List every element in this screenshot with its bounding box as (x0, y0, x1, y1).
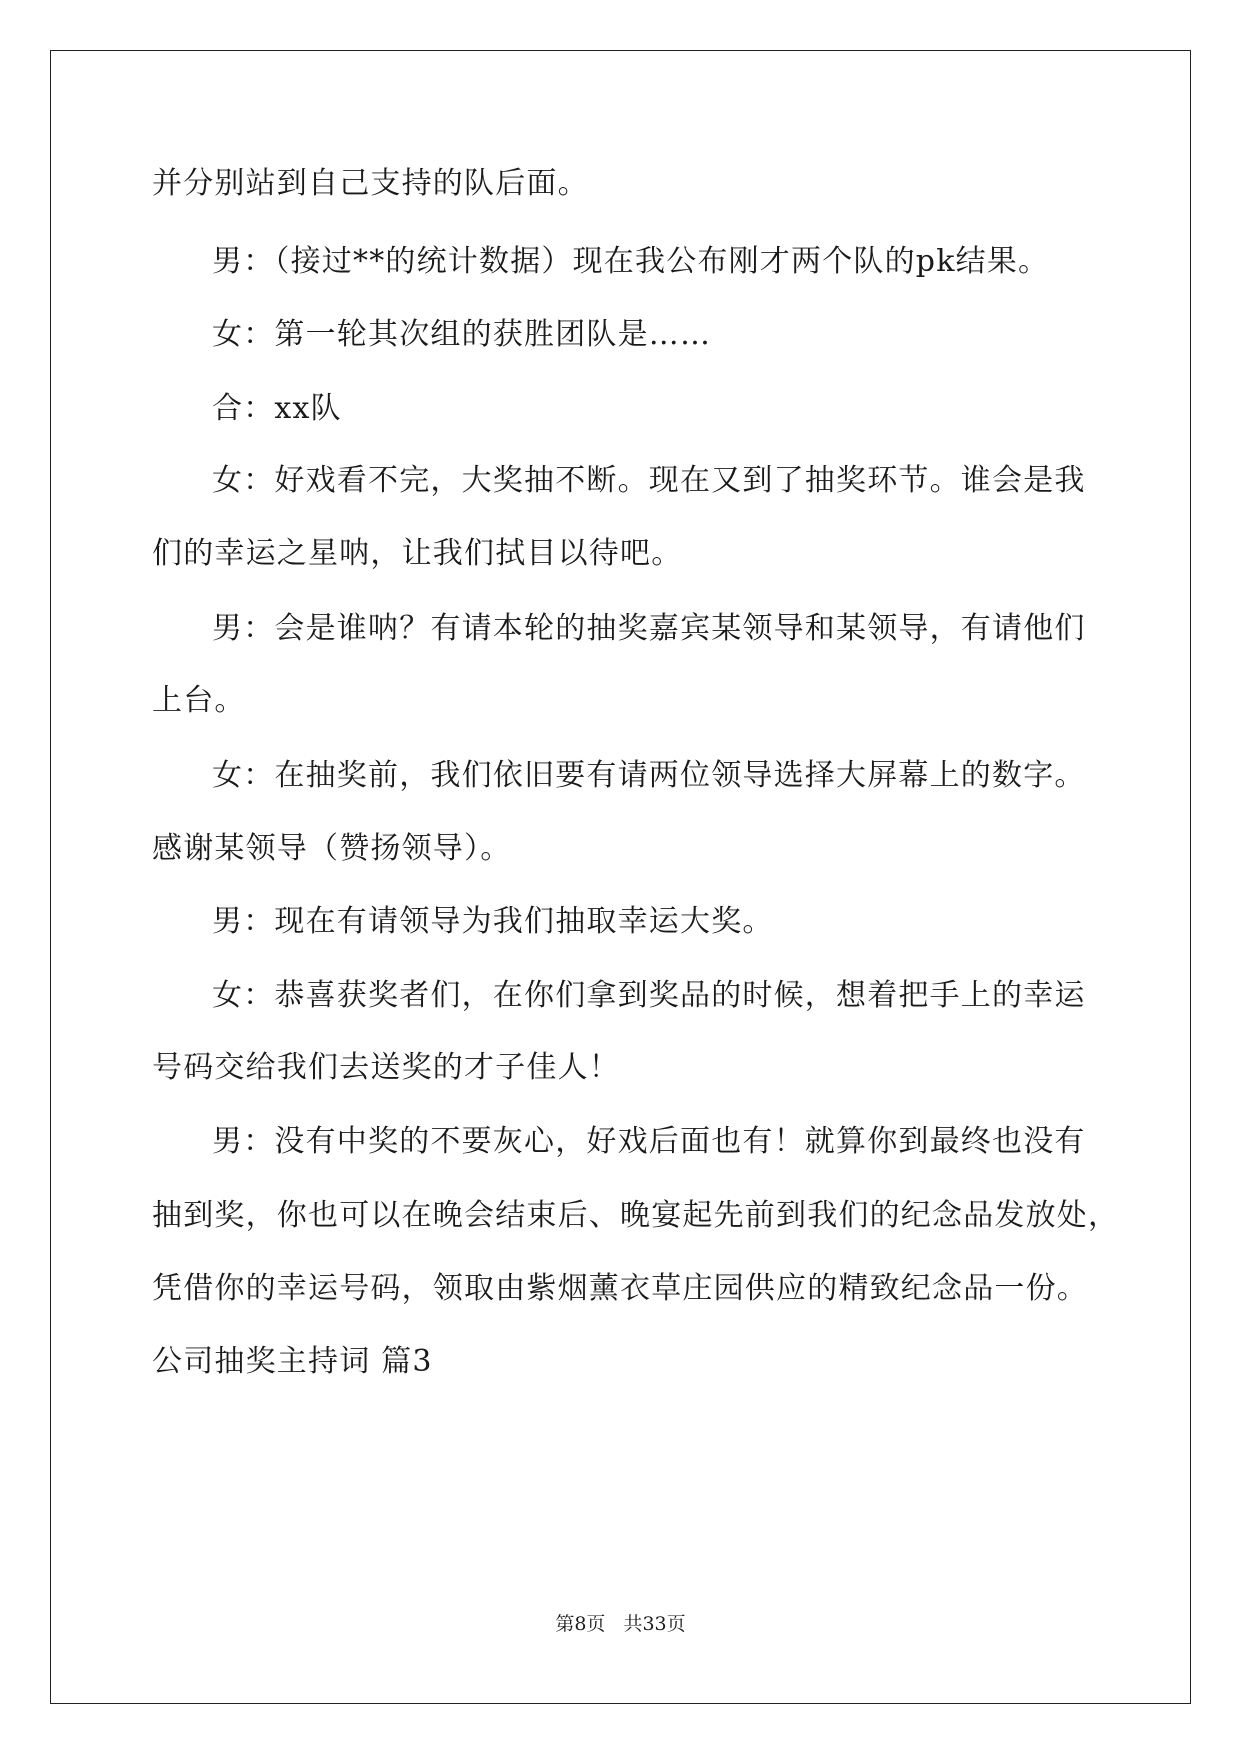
page-number: 第8页 (555, 1613, 606, 1635)
section-heading: 公司抽奖主持词 篇3 (152, 1344, 433, 1379)
text-line: 合：xx队 (212, 391, 342, 426)
page-total: 共33页 (623, 1613, 686, 1635)
text-line: 抽到奖，你也可以在晚会结束后、晚宴起先前到我们的纪念品发放处， (152, 1198, 1120, 1233)
text-line: 们的幸运之星呐，让我们拭目以待吧。 (152, 536, 683, 571)
text-line: 男：会是谁呐？有请本轮的抽奖嘉宾某领导和某领导，有请他们 (212, 611, 1086, 646)
text-line: 女：恭喜获奖者们，在你们拿到奖品的时候，想着把手上的幸运 (212, 978, 1086, 1013)
page-border (50, 50, 1191, 1704)
text-line: 女：好戏看不完，大奖抽不断。现在又到了抽奖环节。谁会是我 (212, 463, 1086, 498)
text-line: 男：（接过**的统计数据）现在我公布刚才两个队的pk结果。 (212, 244, 1050, 279)
text-line: 并分别站到自己支持的队后面。 (152, 166, 589, 201)
text-line: 男：现在有请领导为我们抽取幸运大奖。 (212, 904, 774, 939)
page-footer (0, 1612, 1241, 1636)
text-line: 感谢某领导（赞扬领导）。 (152, 831, 512, 866)
text-line: 女：第一轮其次组的获胜团队是…… (212, 317, 712, 352)
text-line: 号码交给我们去送奖的才子佳人！ (152, 1050, 620, 1085)
text-line: 上台。 (152, 683, 246, 718)
text-line: 女：在抽奖前，我们依旧要有请两位领导选择大屏幕上的数字。 (212, 758, 1086, 793)
text-line: 凭借你的幸运号码，领取由紫烟薰衣草庄园供应的精致纪念品一份。 (152, 1271, 1088, 1306)
text-line: 男：没有中奖的不要灰心，好戏后面也有！就算你到最终也没有 (212, 1124, 1086, 1159)
